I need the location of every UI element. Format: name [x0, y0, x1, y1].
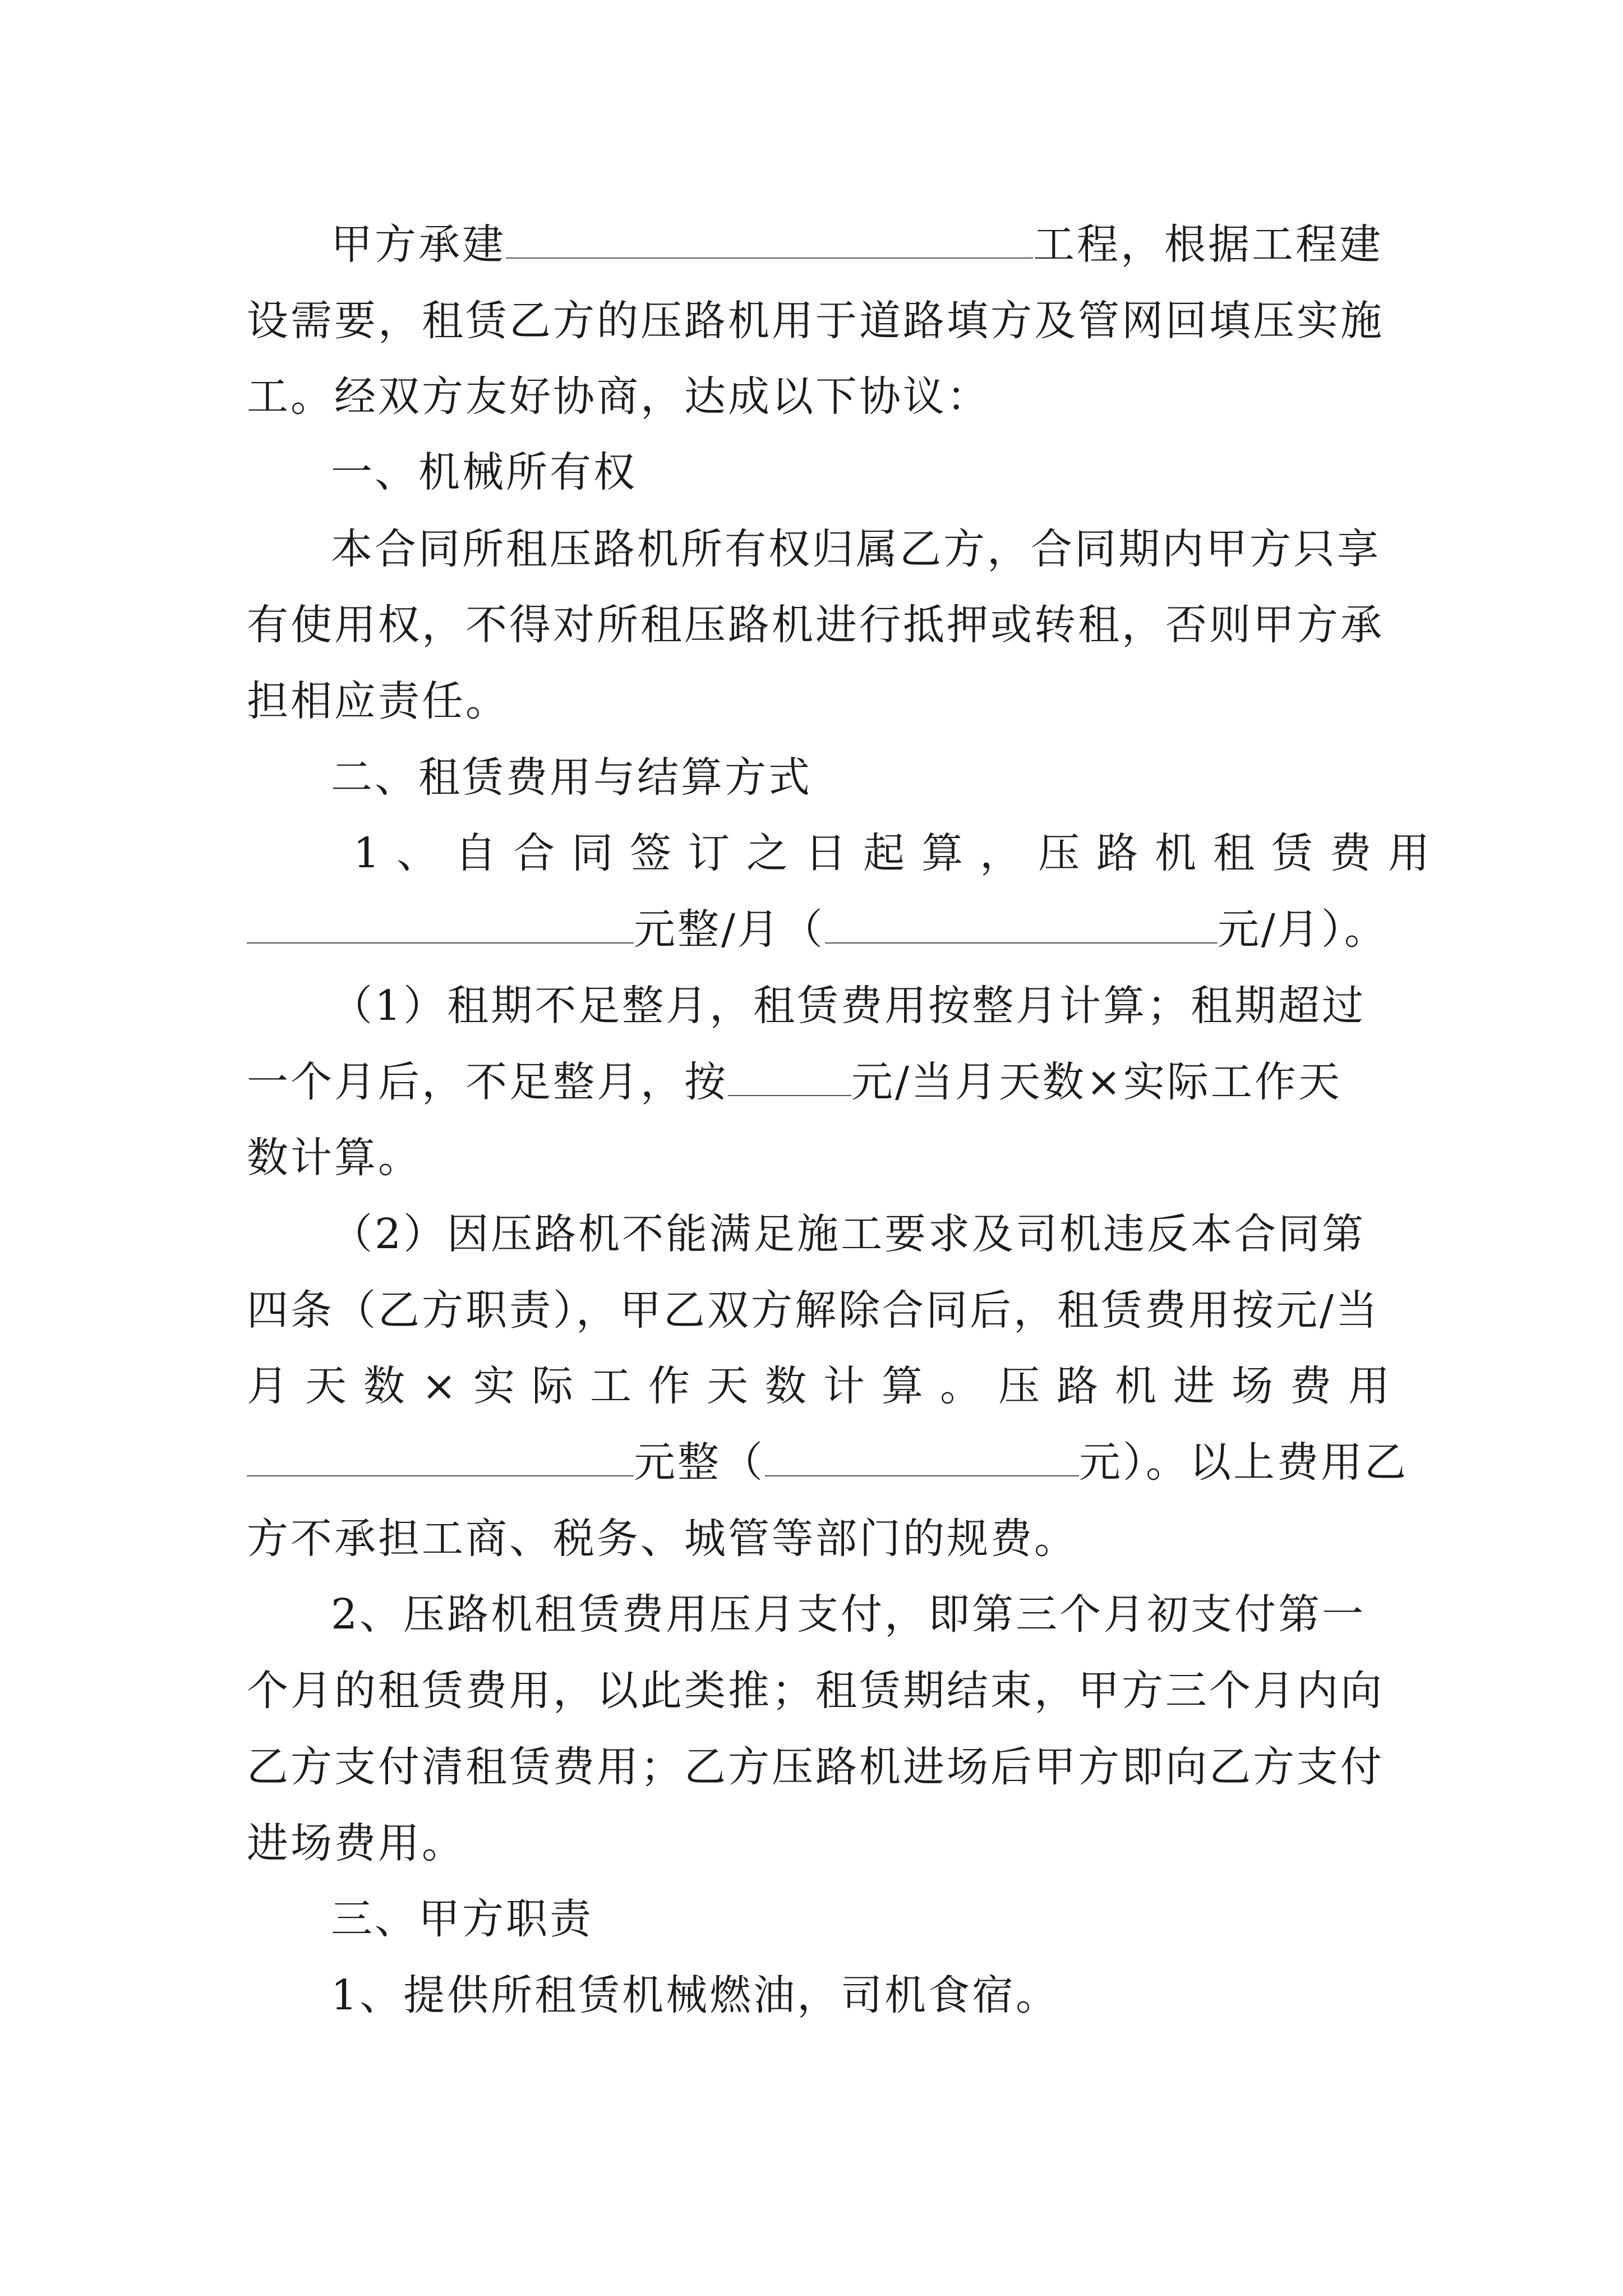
section-2-item-1-line-2	[247, 901, 1388, 958]
section-2-item-2-line-4: 进场费用。	[247, 1819, 465, 1867]
monthly-fee-number-blank	[825, 903, 1218, 944]
section-1-heading: 一、机械所有权	[331, 448, 637, 496]
sub-item-1-text-a: 一个月后，不足整月，按	[247, 1058, 728, 1106]
sub-item-1-line-1: （1）租期不足整月，租赁费用按整月计算；租期超过	[331, 982, 1366, 1030]
sub-item-2-line-4	[247, 1434, 1408, 1490]
paragraph-intro-line-1	[331, 217, 1383, 273]
sub-item-1-line-3: 数计算。	[247, 1134, 422, 1182]
section-1-line-2: 有使用权，不得对所租压路机进行抵押或转租，否则甲方承	[247, 601, 1384, 649]
paragraph-intro-line-3: 工。经双方友好协商，达成以下协议：	[247, 372, 990, 421]
paragraph-intro-line-2: 设需要，租赁乙方的压路机用于道路填方及管网回填压实施	[247, 297, 1384, 345]
section-1-line-1: 本合同所租压路机所有权归属乙方，合同期内甲方只享	[331, 525, 1381, 573]
section-3-item-1: 1、提供所租赁机械燃油，司机食宿。	[331, 1971, 1060, 2019]
section-2-item-2-line-1: 2、压路机租赁费用压月支付，即第三个月初支付第一	[331, 1590, 1366, 1639]
intro-text-a: 甲方承建	[331, 220, 506, 269]
entry-fee-text: 元）。以上费用乙	[1079, 1438, 1408, 1487]
section-2-item-2-line-3: 乙方支付清租赁费用；乙方压路机进场后甲方即向乙方支付	[247, 1743, 1384, 1791]
sub-item-1-line-2	[247, 1054, 1380, 1110]
monthly-fee-unit: 元整/月（	[634, 905, 825, 954]
sub-item-1-text-b: 元/当月天数×实际工作天	[851, 1058, 1342, 1106]
section-2-item-2-line-2: 个月的租赁费用，以此类推；租赁期结束，甲方三个月内向	[247, 1667, 1384, 1715]
section-2-heading: 二、租赁费用与结算方式	[331, 753, 812, 802]
sub-item-2-line-3: 月天数×实际工作天数计算。压路机进场费用	[247, 1362, 1407, 1410]
section-2-item-1-line-1: 1、自合同签订之日起算，压路机租赁费用	[353, 829, 1447, 877]
monthly-fee-number-unit: 元/月）。	[1217, 905, 1388, 954]
daily-fee-blank	[728, 1056, 851, 1096]
entry-fee-unit: 元整（	[634, 1438, 765, 1487]
project-name-blank	[506, 218, 1033, 259]
entry-fee-blank	[247, 1436, 634, 1476]
sub-item-2-line-2: 四条（乙方职责），甲乙双方解除合同后，租赁费用按元/当	[247, 1286, 1380, 1335]
section-1-line-3: 担相应责任。	[247, 677, 509, 725]
monthly-fee-blank	[247, 903, 634, 944]
intro-text-b: 工程，根据工程建	[1033, 220, 1383, 269]
sub-item-2-line-5: 方不承担工商、税务、城管等部门的规费。	[247, 1515, 1078, 1563]
sub-item-2-line-1: （2）因压路机不能满足施工要求及司机违反本合同第	[331, 1210, 1366, 1258]
section-3-heading: 三、甲方职责	[331, 1895, 593, 1943]
entry-fee-number-blank	[765, 1436, 1079, 1476]
